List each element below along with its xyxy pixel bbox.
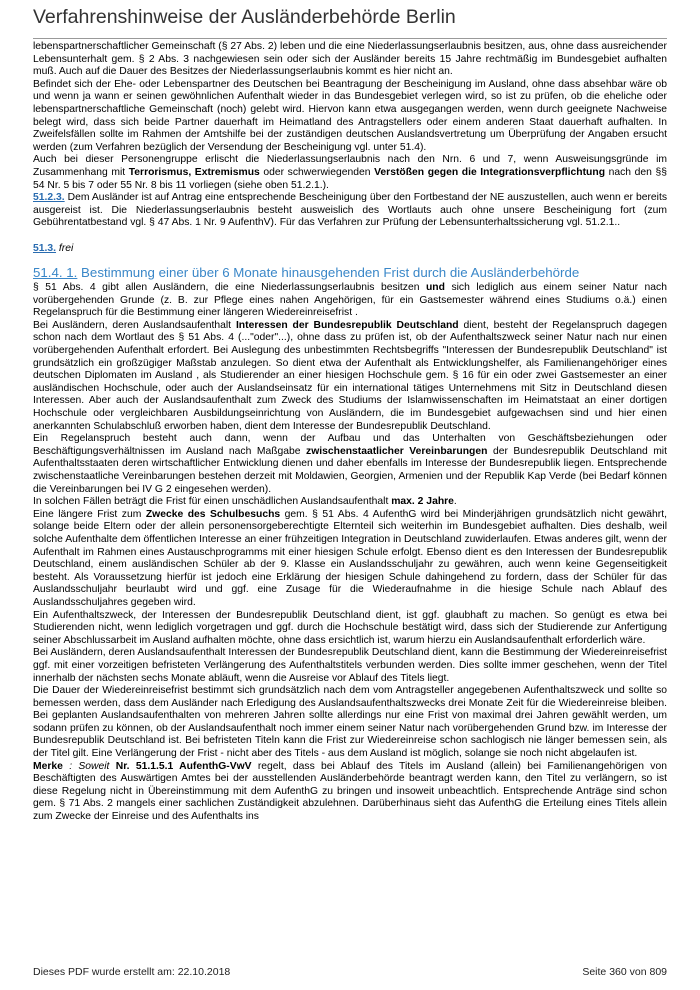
spacer xyxy=(33,255,667,261)
section-heading xyxy=(33,265,667,281)
paragraph-text: gem. § 51 Abs. 4 AufenthG wird bei Minderjährigen grundsätzlich nicht gewährt, solange beide Eltern oder der allein personensorgeberechtigte Elternteil sich weiterhin im Bundesgebiet aufhalten. Dies deshalb, weil solche Aufenthalte dem öffentlichen Interesse an einer frühzeitigen Integration in Deutschland zuwiderlaufen. Etwas anderes gilt, wenn der Aufenthalt im Rahmen eines Austauschprogramms mit einer hiesigen Schule erfolgt. Ebenso dient es den Interessen der Bundesrepublik Deutschland, einem ausländischen Schüler ab der 9. Klasse ein Auslandsschuljahr zu gewähren, auch wenn keine Gegenseitigkeit besteht. Als Voraussetzung hierfür ist jedoch eine Erklärung der hiesigen Schule dahingehend zu fordern, dass der Schüler für das Auslandsschuljahr beurlaubt wird und ggf. eine Zusage für die Wiederaufnahme in die hiesige Schule nach Ablauf des Auslandsschuljahres gegeben wird. xyxy=(33,508,667,608)
paragraph-text: Dem Ausländer ist auf Antrag eine entsprechende Bescheinigung über den Fortbestand der NE auszustellen, auch wenn er bereits ausgereist ist. Die Niederlassungserlaubnis besteht ausweislich des Wortlauts auch ohne unsere Bescheinigung fort (zum Gebührentatbestand vgl. § 47 Abs. 1 Nr. 9 AufenthV). Für das Verfahren zur Prüfung der Lebensunterhaltssicherung vgl. 51.2.1.. xyxy=(33,192,667,229)
section-number-link[interactable]: 51.4. 1. xyxy=(33,265,78,281)
paragraph: lebenspartnerschaftlicher Gemeinschaft (§ 27 Abs. 2) leben und die eine Niederlassungserlaubnis besitzen, aus, ohne dass ausreichender Lebensunterhalt gem. § 2 Abs. 3 nachgewiesen sein oder sich der Ausländer bereits 15 Jahre rechtmäßig im Bundesgebiet aufhalten muß. Auch auf die Dauer des Besitzes der Niederlassungserlaubnis kommt es hier nicht an. xyxy=(33,41,667,78)
paragraph: Befindet sich der Ehe- oder Lebenspartner des Deutschen bei Beantragung der Bescheinigung im Ausland, ohne dass absehbar wäre ob und wenn ja wann er seinen gewöhnlichen Aufenthalt wieder in das Bundesgebiet verlegen wird, so ist zu prüfen, ob die eheliche oder lebenspartnerschaftliche Gemeinschaft (noch) gelebt wird. Hiervon kann etwa ausgegangen werden, wenn durch geeignete Nachweise belegt wird, dass sich beide Partner dauerhaft im Heimatland des Antragstellers oder einem anderen Staat dauerhaft aufhalten. In Zweifelsfällen sollte im Rahmen der Amtshilfe bei der zuständigen deutschen Auslandsvertretung um Überprüfung der Angaben ersucht werden (zum Verfahren bezüglich der Versendung der Bescheinigung vgl. unter 51.4). xyxy=(33,78,667,153)
section-link-51-2-3[interactable]: 51.2.3. xyxy=(33,192,65,204)
paragraph-text: In solchen Fällen beträgt die Frist für einen unschädlichen Auslandsaufenthalt xyxy=(33,496,392,508)
paragraph xyxy=(33,243,667,256)
emphasis: Terrorismus, Extremismus xyxy=(128,166,260,178)
section-heading-text: Bestimmung einer über 6 Monate hinausgehenden Frist durch die Ausländerbehörde xyxy=(77,265,580,281)
paragraph-text: der Bundesrepublik Deutschland mit Aufenthaltsstaaten deren wirtschaftlicher Entwicklung dienen und daher ebenfalls im Interesse der Bundesrepublik liegen. Entsprechende zwischenstaatliche Vereinbarungen bestehen derzeit mit Moldawien, Georgien, Armenien und der Republik Kap Verde (bei Bedarf können die Vereinbarungen bei IV G 2 eingesehen werden). xyxy=(33,445,667,495)
paragraph-text: § 51 Abs. 4 gibt allen Ausländern, die eine Niederlassungserlaubnis besitzen xyxy=(33,282,426,294)
emphasis: Nr. 51.1.5.1 AufenthG-VwV xyxy=(115,760,252,772)
page-header-title: Verfahrenshinweise der Ausländerbehörde Berlin xyxy=(33,6,456,28)
paragraph: Die Dauer der Wiedereinreisefrist bestimmt sich grundsätzlich nach dem vom Antragsteller angegebenen Aufenthaltszweck und sollte so bemessen werden, dass dem Ausländer nach Erledigung des Auslandsaufenthaltszwecks drei Monate Zeit für die Wiedereinreise bleiben. Bei geplanten Auslandsaufenthalten von mehreren Jahren sollte allerdings nur eine Frist von maximal drei Jahren gewählt werden, um sodann prüfen zu können, ob der Auslandsaufenthalt noch immer einem seiner Natur nach vorübergehenden Grund bzw. im Interesse der Bundesrepublik Deutschland ist. Bei befristeten Titeln kann die Frist zur Wiedereinreise schon sachlogisch nie länger bemessen sein, als der Titel gilt. Eine Verlängerung der Frist - nicht aber des Titels - aus dem Ausland ist möglich, solange sie noch nicht abgelaufen ist. xyxy=(33,685,667,760)
emphasis: Zwecke des Schulbesuchs xyxy=(145,508,281,520)
paragraph-text: . xyxy=(453,496,457,508)
paragraph xyxy=(33,282,667,320)
paragraph xyxy=(33,509,667,610)
emphasis: Verstößen gegen die Integrationsverpflichtung xyxy=(374,166,606,178)
paragraph-text: Ein Regelanspruch besteht auch dann, wenn der Aufbau und das Unterhalten von Geschäftsbeziehungen oder Beschäftigungsverhältnissen im Ausland nach Maßgabe xyxy=(33,433,667,457)
header-divider xyxy=(33,38,667,39)
section-link-51-3[interactable]: 51.3. xyxy=(33,242,57,254)
paragraph xyxy=(33,761,667,824)
paragraph-text: Bei Ausländern, deren Auslandsaufenthalt xyxy=(33,319,236,331)
paragraph xyxy=(33,154,667,192)
paragraph-text: sich lediglich aus einem seiner Natur nach vorübergehenden Grunde (z. B. zur Pflege eines nahen Angehörigen, für ein Gastsemester während eines Studiums o.ä.) einen Regelanspruch für die Bestimmung einer längeren Wiedereinreisefrist . xyxy=(33,282,667,319)
footer-page-number: Seite 360 von 809 xyxy=(582,966,667,978)
paragraph-text: Eine längere Frist zum xyxy=(33,508,146,520)
paragraph: Bei Ausländern, deren Auslandsaufenthalt Interessen der Bundesrepublik Deutschland dient, kann die Bestimmung der Wiedereinreisefrist ggf. mit einer vorzeitigen befristeten Verlängerung des Aufenthaltstitels verbunden werden. Dies sollte immer geschehen, wenn der Titel innerhalb der nächsten sechs Monate abläuft, wenn die Ausreise vor Ablauf des Titels liegt. xyxy=(33,647,667,684)
emphasis: und xyxy=(425,282,445,294)
emphasis: Merke xyxy=(33,760,63,772)
paragraph xyxy=(33,433,667,496)
paragraph xyxy=(33,320,667,433)
paragraph-text: regelt, dass bei Ablauf des Titels im Ausland (allein) bei Familienangehörigen von Beschäftigten des Auswärtigen Amtes bei der ausstellenden Ausländerbehörde beantragt werden kann, den Titel zu verlängern, so ist diese Regelung nicht in Übereinstimmung mit dem AufenthG zu bringen und insoweit unbeachtlich. Entsprechende Anträge sind schon gem. § 71 Abs. 2 mangels einer sachlichen Zuständigkeit abzulehnen. Darüberhinaus sieht das AufenthG die Erteilung eines Titels allein zum Zwecke der Einreise und des Aufenthalts ins xyxy=(33,760,667,823)
paragraph-text: frei xyxy=(56,242,74,254)
emphasis: zwischenstaatlicher Vereinbarungen xyxy=(306,445,488,457)
emphasis: max. 2 Jahre xyxy=(391,496,454,508)
paragraph-text: dient, besteht der Regelanspruch dagegen schon nach dem Wortlaut des § 51 Abs. 4 (..."oder"...), ohne dass zu prüfen ist, ob der Aufenthaltszweck seiner Natur nach nur einen vorübergehenden Aufenthalt erfordert. Bei Auslegung des unbestimmten Rechtsbegriffs "Interessen der Bundesrepublik Deutschland" ist grundsätzlich ein großzügiger Maßstab anzulegen. So dient etwa der Aufenthalt als Entwicklungshelfer, als Familienangehöriger eines deutschen Diplomaten im Ausland , als Studierender an einer hiesigen Hochschule gem. § 16 für ein oder zwei Gastsemester an einer ausländischen Hochschule, oder auch der Auslandseinsatz für ein international tätiges Unternehmens mit Sitz in Deutschland diesen Interessen. Aber auch der Auslandsaufenthalt zum Zweck des Studiums der Islamwissenschaften im Heimatstaat an einer dortigen Hochschule oder vergleichbaren Ausbildungseinrichtung von Ausländern, die im Bundesgebiet aufgewachsen sind und hier einen anerkannten Schulabschluß erworben haben, dient dem Interesse der Bundesrepublik Deutschland. xyxy=(33,319,667,432)
paragraph-text: Auch bei dieser Personengruppe erlischt die Niederlassungserlaubnis nach den Nrn. 6 und 7, wenn Ausweisungsgründe im Zusammenhang mit xyxy=(33,154,667,178)
paragraph: Ein Aufenthaltszweck, der Interessen der Bundesrepublik Deutschland dient, ist ggf. glaubhaft zu machen. So genügt es etwa bei Studierenden nicht, wenn lediglich vorgetragen und ggf. durch die Hochschule bestätigt wird, dass sich der Studierende zur Anfertigung seiner Abschlussarbeit im Ausland aufhalten möchte, ohne dass ersichtlich ist, warum hierzu ein Auslandsaufenthalt erforderlich wäre. xyxy=(33,609,667,646)
paragraph-text: : Soweit xyxy=(62,760,116,772)
emphasis: Interessen der Bundesrepublik Deutschland xyxy=(235,319,459,331)
footer-created-date: Dieses PDF wurde erstellt am: 22.10.2018 xyxy=(33,966,231,978)
paragraph xyxy=(33,192,667,230)
document-body xyxy=(33,41,667,824)
spacer xyxy=(33,230,667,243)
paragraph xyxy=(33,496,667,509)
paragraph-text: oder schwerwiegenden xyxy=(259,166,375,178)
paragraph-text: nach den §§ 54 Nr. 5 bis 7 oder 55 Nr. 8 bis 11 vorliegen (siehe oben 51.2.1.). xyxy=(33,166,668,191)
